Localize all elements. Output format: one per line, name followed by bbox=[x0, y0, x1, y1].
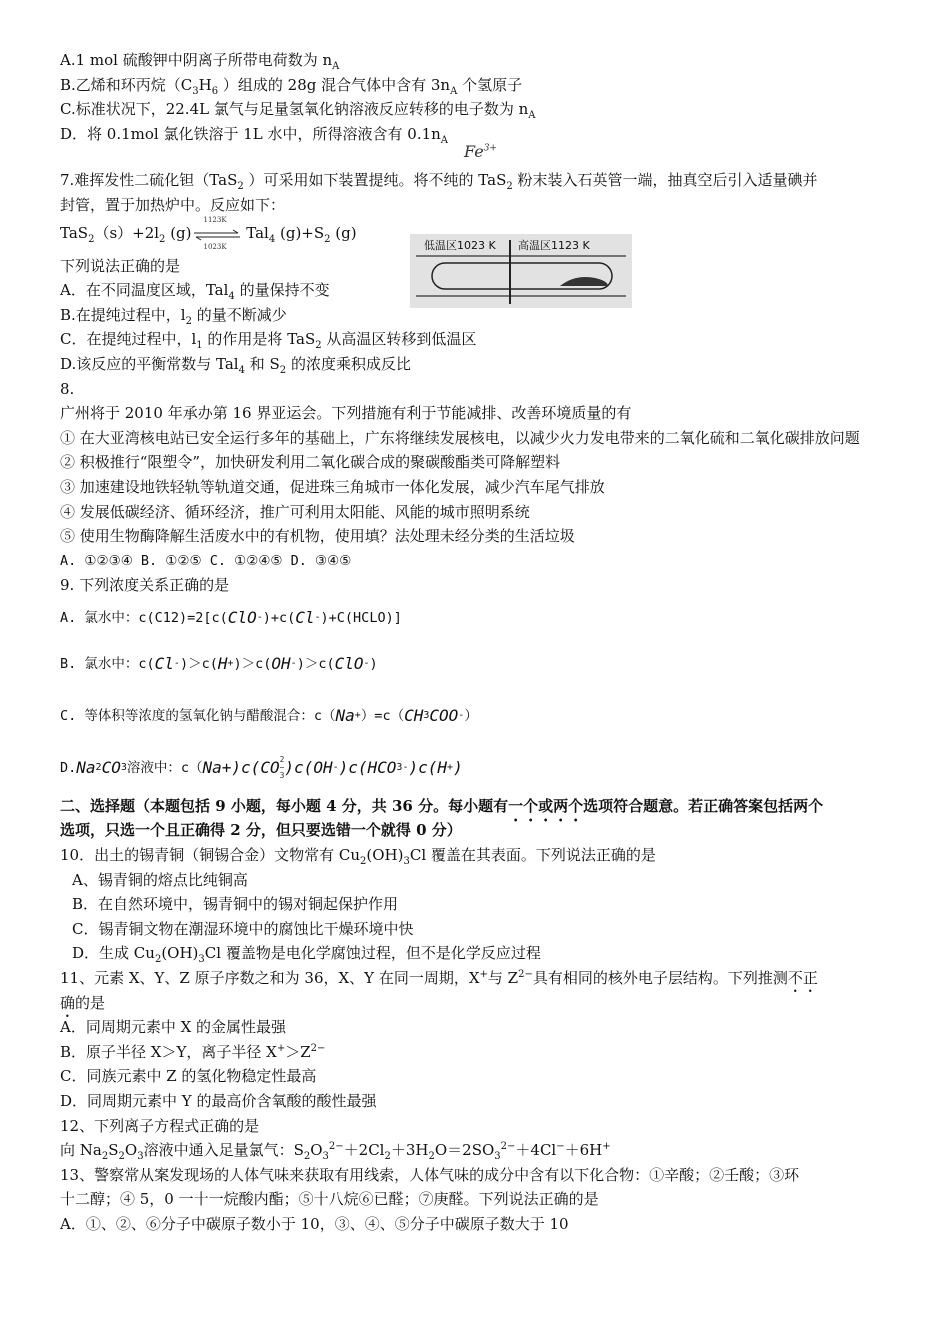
q8-item-1: ① 在大亚湾核电站已安全运行多年的基础上，广东将继续发展核电，以减少火力发电带来的二氧化硫和二氧化碳排放问题 bbox=[60, 428, 860, 447]
q6-option-c: C.标准状况下，22.4L 氯气与足量氢氧化钠溶液反应转移的电子数为 $n_A$ bbox=[60, 100, 536, 122]
q8-options: A. ①②③④ B. ①②⑤ C. ①②④⑤ D. ③④⑤ bbox=[60, 552, 352, 569]
q11-stem-line2: 确的是 bbox=[60, 993, 106, 1012]
section-2-header-line2: 选项，只选一个且正确得 2 分，但只要选错一个就得 0 分） bbox=[60, 821, 462, 840]
svg-text:低温区1023 K: 低温区1023 K bbox=[424, 239, 496, 252]
q10-option-d: D．生成 $Cu_2(OH)_3Cl$ 覆盖物是电化学腐蚀过程，但不是化学反应过程 bbox=[72, 944, 541, 966]
q9-option-c: C. 等体积等浓度的氢氧化钠与醋酸混合：c（ Na + ）=c（ CH 3 COO - ） bbox=[60, 705, 478, 725]
svg-text:高温区1123 K: 高温区1123 K bbox=[518, 239, 590, 252]
q13-stem-line1: 13、警察常从案发现场的人体气味来获取有用线索，人体气味的成分中含有以下化合物：①辛酸；②壬酸；③环 bbox=[60, 1165, 800, 1184]
q8-stem: 广州将于 2010 年承办第 16 界亚运会。下列措施有利于节能减排、改善环境质量的有 bbox=[60, 404, 632, 423]
q7-option-c: C．在提纯过程中，$l_1$ 的作用是将 TaS$_2$ 从高温区转移到低温区 bbox=[60, 330, 477, 352]
q7-equation: $TaS_2(s)+2l_2$ (g) 1123K 1023K Tal$_4$ $(g)+S_2$ (g) bbox=[60, 215, 357, 251]
q13-option-a: A．①、②、⑥分子中碳原子数小于 10，③、④、⑤分子中碳原子数大于 10 bbox=[60, 1214, 569, 1233]
q11-option-a: A．同周期元素中 X 的金属性最强 bbox=[60, 1018, 287, 1037]
q13-stem-line2: 十二醇；④ 5，0 一十一烷酸内酯；⑤十八烷⑥已醛；⑦庚醛。下列说法正确的是 bbox=[60, 1190, 599, 1209]
exam-page bbox=[60, 48, 895, 1237]
q10-option-a: A、锡青铜的熔点比纯铜高 bbox=[72, 870, 248, 889]
q7-stem-line1: 7.难挥发性二硫化钽（TaS$_2$ ）可采用如下装置提纯。将不纯的 TaS$_2$ 粉末装入石英管一端，抽真空后引入适量碘并 bbox=[60, 171, 818, 193]
fe3-ion: $Fe^{3+}$ bbox=[464, 142, 497, 161]
q11-option-d: D．同周期元素中 Y 的最高价含氧酸的酸性最强 bbox=[60, 1092, 377, 1110]
q6-option-d: D．将 0.1mol 氯化铁溶于 1L 水中，所得溶液含有 $0.1n_A$ bbox=[60, 124, 449, 146]
q12-equation: 向 $Na_2S_2O_3$溶液中通入足量氯气：$S_2O_3^{2-}+2Cl_2+3H_2O=2SO_3^{2-}+4Cl^-+6H^+$ bbox=[60, 1141, 611, 1163]
q8-item-5: ⑤ 使用生物酶降解生活废水中的有机物，使用填？法处理未经分类的生活垃圾 bbox=[60, 527, 575, 546]
q10-option-c: C．锡青铜文物在潮湿环境中的腐蚀比干燥环境中快 bbox=[72, 919, 414, 938]
q8-item-3: ③ 加速建设地铁轻轨等轨道交通，促进珠三角城市一体化发展，减少汽车尾气排放 bbox=[60, 477, 605, 496]
quartz-tube-figure bbox=[410, 234, 632, 308]
q8-item-4: ④ 发展低碳经济、循环经济，推广可利用太阳能、风能的城市照明系统 bbox=[60, 502, 530, 521]
q9-stem: 9. 下列浓度关系正确的是 bbox=[60, 576, 230, 595]
q8-item-2: ② 积极推行“限塑令”，加快研发利用二氧化碳合成的聚碳酸酯类可降解塑料 bbox=[60, 453, 561, 472]
q11-stem-line1: 11、元素 X、Y、Z 原子序数之和为 36，X、Y 在同一周期，X+与 $Z^{2-}$具有相同的核外电子层结构。下列推测不正 bbox=[60, 969, 818, 988]
q7-stem-line2: 封管，置于加热炉中。反应如下： bbox=[60, 195, 286, 214]
q11-option-c: C．同族元素中 Z 的氢化物稳定性最高 bbox=[60, 1067, 317, 1086]
q12-stem: 12、下列离子方程式正确的是 bbox=[60, 1116, 260, 1135]
q7-question: 下列说法正确的是 bbox=[60, 256, 181, 275]
apparatus-diagram bbox=[410, 234, 632, 308]
q11-option-b: B．原子半径 X＞Y，离子半径 $X^+>Z^{2-}$ bbox=[60, 1042, 326, 1061]
q7-option-a: A．在不同温度区域，Tal$_4$ 的量保持不变 bbox=[60, 281, 330, 303]
q7-option-d: D.该反应的平衡常数与 Tal$_4$ 和 $S_2$ 的浓度乘积成反比 bbox=[60, 354, 411, 376]
q10-stem: 10．出土的锡青铜（铜锡合金）文物常有 $Cu_2(OH)_3Cl$ 覆盖在其表面。下列说法正确的是 bbox=[60, 846, 656, 868]
q9-option-a: A. 氯水中：c(C12)=2[c( ClO - )+c( Cl - )+C(HCLO)] bbox=[60, 607, 402, 627]
section-2-header-line1: 二、选择题（本题包括 9 小题，每小题 4 分，共 36 分。每小题有一个或两个选项符合题意。若正确答案包括两个 bbox=[60, 796, 824, 815]
q6-option-a: A.1 mol 硫酸钾中阴离子所带电荷数为 $n_A$ bbox=[60, 51, 340, 72]
charge-fraction: 2 − 3 bbox=[279, 754, 285, 780]
q10-option-b: B．在自然环境中，锡青铜中的锡对铜起保护作用 bbox=[72, 895, 399, 914]
equilibrium-arrow: 1123K 1023K bbox=[192, 225, 242, 243]
q9-option-b: B. 氯水中：c( Cl - )＞c( H + )＞c( OH - )＞c( ClO - ) bbox=[60, 653, 378, 673]
q7-option-b: B.在提纯过程中，$l_2$ 的量不断减少 bbox=[60, 305, 287, 327]
q6-option-b: B.乙烯和环丙烷（$C_3H_6$ ）组成的 28g 混合气体中含有 $3n_A$ 个氢原子 bbox=[60, 75, 523, 97]
q8-number: 8. bbox=[60, 379, 75, 398]
q9-option-d: D. Na 2 CO 3 溶液中：c（ Na+ )c( CO 2 − 3 )c( OH - )c( HCO 3 - )c( H + ) bbox=[60, 754, 463, 780]
